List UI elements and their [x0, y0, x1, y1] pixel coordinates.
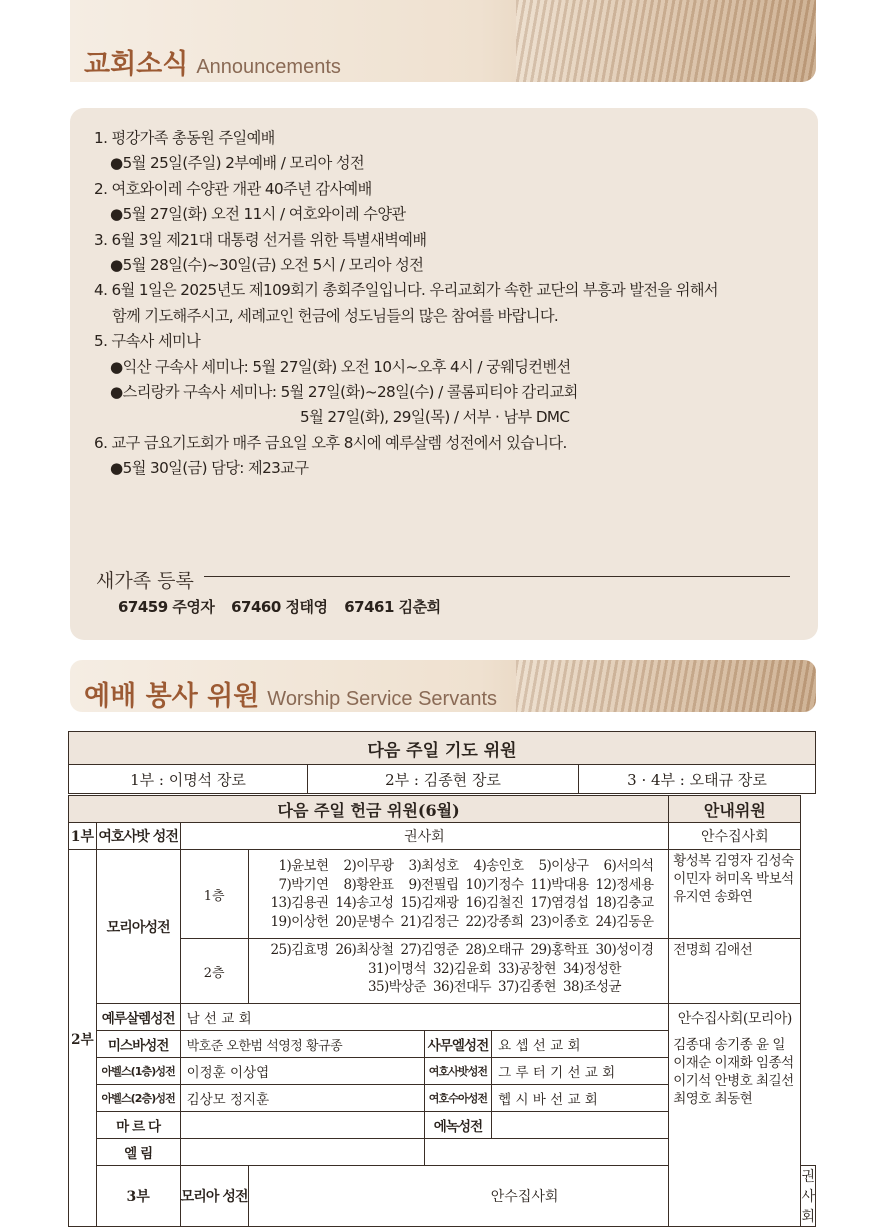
prayer-service-2: 2부 : 김종현 장로	[308, 765, 579, 794]
announcement-list	[94, 126, 804, 482]
place-label: 여호사밧성전	[424, 1058, 491, 1085]
prayer-heading: 다음 주일 기도 위원	[69, 732, 816, 765]
header-photo-decoration	[516, 0, 816, 82]
new-family-list	[118, 596, 453, 617]
announcement-detail: ●익산 구속사 세미나: 5월 27일(화) 오전 10시~오후 4시 / 궁웨딩컨벤션	[110, 357, 571, 376]
place-label: 모리아 성전	[180, 1166, 248, 1227]
announcement-item: 3. 6월 3일 제21대 대통령 선거를 위한 특별새벽예배	[94, 230, 427, 249]
announcements-title: 교회소식 Announcements	[84, 49, 341, 80]
new-family-member: 67460 정태영	[231, 598, 328, 616]
floor-label: 2층	[180, 939, 248, 1004]
place-offering-names: 요 셉 선 교 회	[492, 1031, 669, 1058]
announcement-item: 5. 구속사 세미나	[94, 332, 201, 351]
place-label: 여호사밧 성전	[96, 823, 180, 850]
place-label: 모리아성전	[96, 850, 180, 1004]
new-family-title: 새가족 등록	[96, 570, 194, 592]
place-label: 예루살렘성전	[96, 1004, 180, 1031]
floor1-offering-names: 1)윤보현 2)이무광 3)최성호 4)송인호 5)이상구 6)서의석 7)박기연 8)황완표 9)전필립 10)기정수 11)박대용 12)정세용 13)김용권 14)송고성 15)김재광 16)김철진 17)염경섭 18)김충교 19)이상헌 20)문병수 21)김정근 22)강종희 23)이종호 24)김동운	[248, 850, 669, 939]
announcement-item: 1. 평강가족 총동원 주일예배	[94, 129, 275, 147]
place-offering-names: 남 선 교 회	[180, 1004, 669, 1031]
offering-table	[68, 795, 816, 1227]
place-offering-names: 그 루 터 기 선 교 회	[492, 1058, 669, 1085]
place-offering-names: 이정훈 이상엽	[180, 1058, 424, 1085]
announcement-detail: ●5월 25일(주일) 2부예배 / 모리아 성전	[110, 154, 365, 173]
place-label: 에녹성전	[424, 1112, 491, 1139]
offering-heading: 다음 주일 헌금 위원(6월)	[69, 796, 669, 823]
usher-group: 안수집사회	[669, 823, 801, 850]
announcement-detail: ●5월 28일(수)~30일(금) 오전 5시 / 모리아 성전	[110, 256, 424, 275]
new-family-member: 67461 김춘희	[344, 598, 441, 616]
floor2-ushers: 전명희 김애선	[669, 939, 801, 1004]
servants-subtitle: Worship Service Servants	[267, 688, 498, 710]
floor2-offering-names: 25)김효명 26)최상철 27)김영준 28)오태규 29)홍학표 30)성이경 31)이명석 32)김윤회 33)공창현 34)정성한 35)박상준 36)전대두 37)김종현 38)조성균	[248, 939, 669, 1004]
servants-title: 예배 봉사 위원 Worship Service Servants	[84, 681, 498, 712]
floor1-ushers: 황성복 김영자 김성숙 이민자 허미옥 박보석 유지연 송화연	[669, 850, 801, 939]
offering-group: 권사회	[180, 823, 669, 850]
place-offering-names	[424, 1139, 668, 1166]
place-offering-names: 헵 시 바 선 교 회	[492, 1085, 669, 1112]
floor-label: 1층	[180, 850, 248, 939]
place-offering-names	[180, 1139, 424, 1166]
announcement-detail-continuation: 5월 27일(화), 29일(목) / 서부 · 남부 DMC	[300, 408, 570, 427]
announcements-subtitle: Announcements	[196, 56, 341, 78]
announcement-detail: ●스리랑카 구속사 세미나: 5월 27일(화)~28일(수) / 콜롬피티야 감리교회	[110, 383, 578, 402]
servants-header	[70, 660, 816, 712]
place-offering-names: 김상모 정지훈	[180, 1085, 424, 1112]
new-family-member: 67459 주영자	[118, 598, 215, 616]
service-label: 1부	[69, 823, 97, 850]
place-label: 미스바성전	[96, 1031, 180, 1058]
usher-heading: 안내위원	[669, 796, 801, 823]
announcements-box	[70, 108, 818, 640]
place-offering-names	[492, 1112, 669, 1139]
place-label: 엘 림	[96, 1139, 180, 1166]
place-label: 아벨스(2층)성전	[96, 1085, 180, 1112]
place-label: 아벨스(1층)성전	[96, 1058, 180, 1085]
place-offering-names: 박호준 오한범 석영정 황규종	[180, 1031, 424, 1058]
prayer-table	[68, 731, 816, 794]
place-label: 마 르 다	[96, 1112, 180, 1139]
announcement-item: 2. 여호와이레 수양관 개관 40주년 감사예배	[94, 179, 372, 198]
announcement-item: 6. 교구 금요기도회가 매주 금요일 오후 8시에 예루살렘 성전에서 있습니다.	[94, 433, 567, 452]
prayer-service-1: 1부 : 이명석 장로	[69, 765, 308, 794]
service-label: 2부	[69, 850, 97, 1227]
announcement-item: 4. 6월 1일은 2025년도 제109회기 총회주일입니다. 우리교회가 속한 교단의 부흥과 발전을 위해서	[94, 281, 719, 300]
announcement-detail: ●5월 27일(화) 오전 11시 / 여호와이레 수양관	[110, 205, 406, 224]
offering-group: 안수집사회	[248, 1166, 801, 1227]
moriah-ushers: 안수집사회(모리아) 김종대 송기종 윤 일 이재순 이재화 임종석 이기석 안병호 최길선 최영호 최동현	[669, 1004, 801, 1227]
announcement-item-continuation: 함께 기도해주시고, 세례교인 헌금에 성도님들의 많은 참여를 바랍니다.	[112, 306, 559, 325]
announcement-detail: ●5월 30일(금) 담당: 제23교구	[110, 459, 309, 478]
usher-group: 권사회	[801, 1166, 816, 1227]
header-photo-decoration	[516, 660, 816, 712]
new-family-rule	[204, 576, 790, 577]
place-offering-names	[180, 1112, 424, 1139]
service-label: 3부	[96, 1166, 180, 1227]
place-label: 사무엘성전	[424, 1031, 491, 1058]
announcements-header	[70, 0, 816, 82]
prayer-service-3-4: 3 · 4부 : 오태규 장로	[579, 765, 816, 794]
place-label: 여호수아성전	[424, 1085, 491, 1112]
